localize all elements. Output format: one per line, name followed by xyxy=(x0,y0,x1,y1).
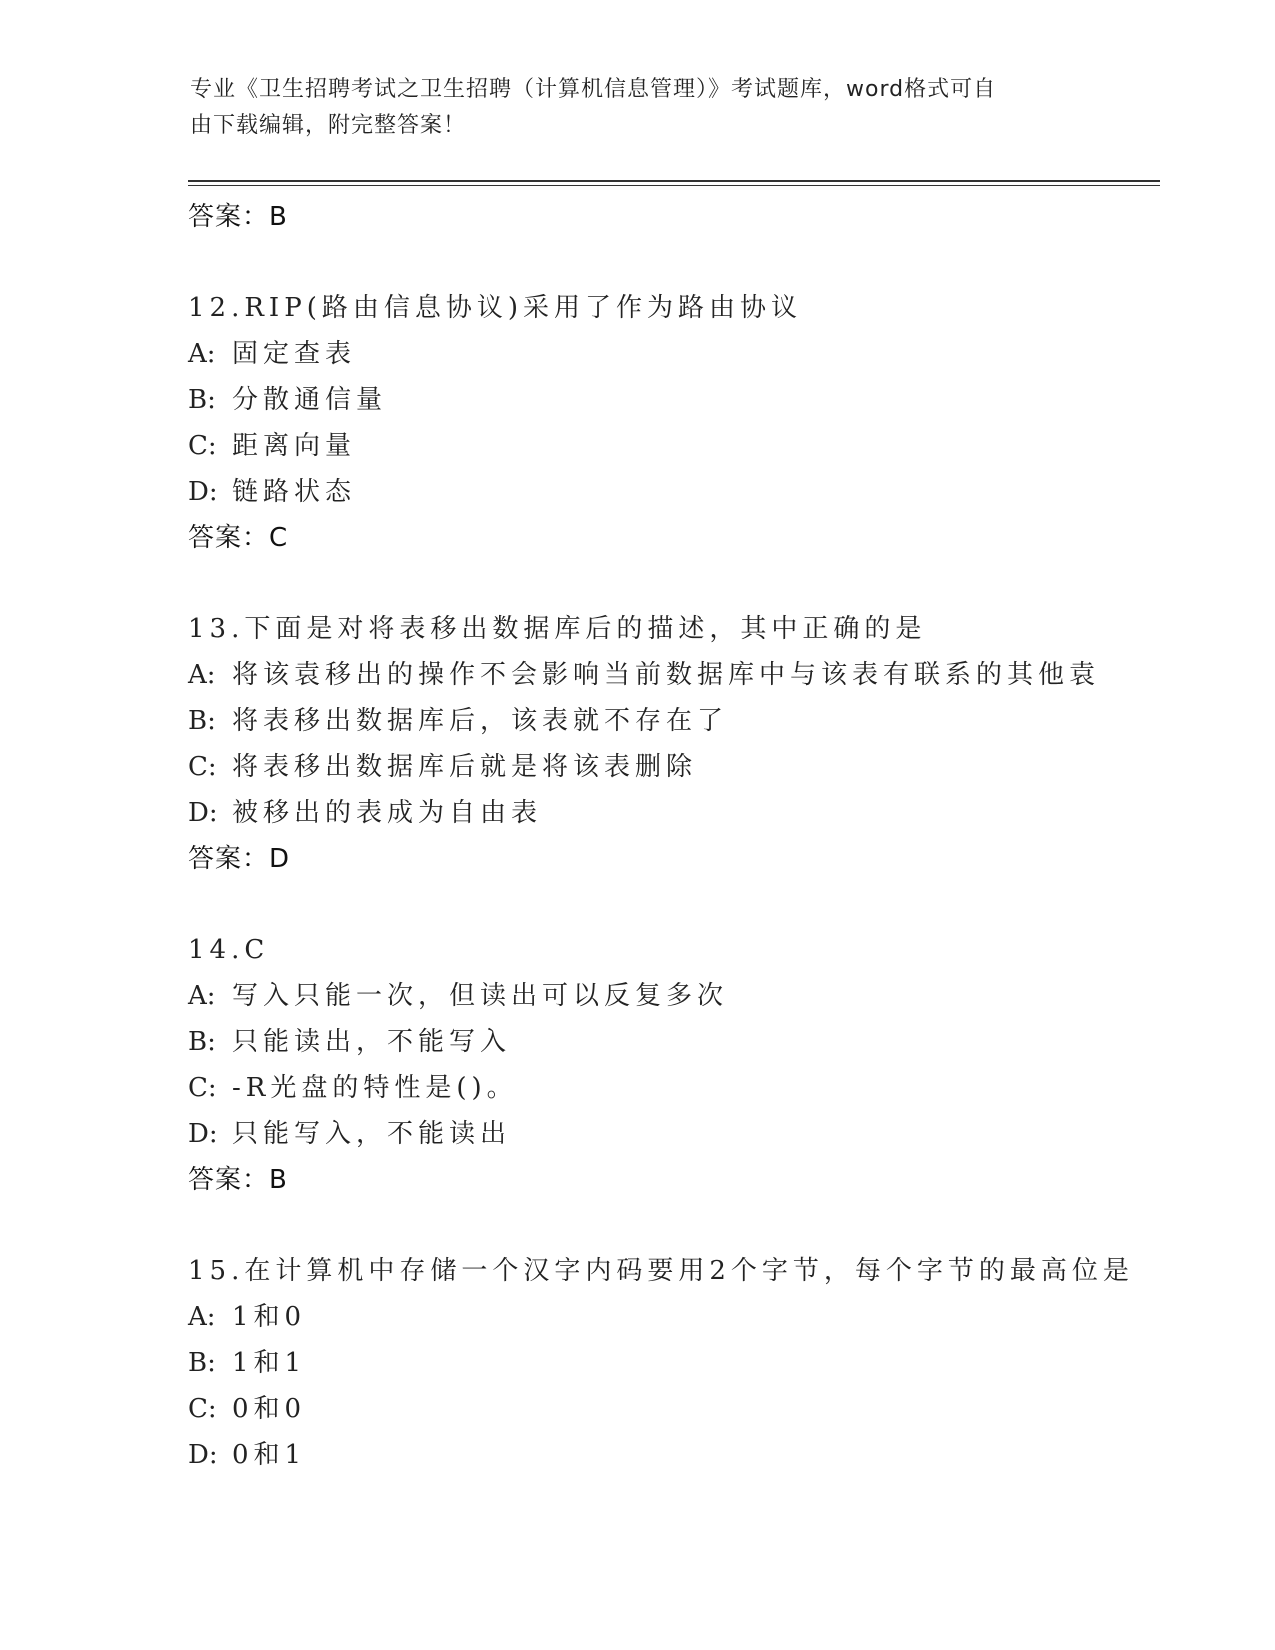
option-c xyxy=(188,744,1188,790)
option-text: 只能读出，不能写入 xyxy=(232,1027,512,1057)
option-b xyxy=(188,698,1188,744)
question-title: 15.在计算机中存储一个汉字内码要用2个字节，每个字节的最高位是 xyxy=(188,1256,1134,1286)
answer-line-q11: 答案：B xyxy=(188,202,288,232)
option-text: 固定查表 xyxy=(232,339,357,369)
question-13 xyxy=(188,606,1188,882)
answer-line: 答案：D xyxy=(188,844,291,874)
header-line-2: 由下载编辑，附完整答案！ xyxy=(190,113,467,138)
answer-line: 答案：C xyxy=(188,523,289,553)
option-text: 0和0 xyxy=(232,1394,307,1424)
header-divider-thick xyxy=(188,180,1160,182)
option-text: 只能写入，不能读出 xyxy=(232,1119,512,1149)
option-text: 1和1 xyxy=(232,1348,307,1378)
option-text: 将表移出数据库后就是将该表删除 xyxy=(232,752,698,782)
header-divider-thin xyxy=(188,185,1160,186)
question-title: 14.C xyxy=(188,935,270,965)
option-c xyxy=(188,423,1188,469)
option-a xyxy=(188,331,1188,377)
option-b xyxy=(188,377,1188,423)
question-14 xyxy=(188,927,1188,1203)
option-text: 写入只能一次，但读出可以反复多次 xyxy=(232,981,729,1011)
option-text: 距离向量 xyxy=(232,431,357,461)
option-text: -R光盘的特性是()。 xyxy=(232,1073,518,1103)
option-label: C: xyxy=(188,752,217,782)
question-title: 13.下面是对将表移出数据库后的描述，其中正确的是 xyxy=(188,614,927,644)
option-text: 链路状态 xyxy=(232,477,357,507)
option-label: A: xyxy=(188,1302,216,1332)
option-label: B: xyxy=(188,385,216,415)
option-text: 将该袁移出的操作不会影响当前数据库中与该表有联系的其他袁 xyxy=(232,660,1101,690)
option-label: C: xyxy=(188,1394,217,1424)
option-label: D: xyxy=(188,477,218,507)
option-d xyxy=(188,1432,1188,1478)
option-a xyxy=(188,1294,1188,1340)
option-a xyxy=(188,973,1188,1019)
option-label: D: xyxy=(188,1119,218,1149)
option-d xyxy=(188,1111,1188,1157)
option-text: 将表移出数据库后，该表就不存在了 xyxy=(232,706,729,736)
question-title: 12.RIP(路由信息协议)采用了作为路由协议 xyxy=(188,293,802,323)
option-a xyxy=(188,652,1188,698)
option-label: B: xyxy=(188,1027,216,1057)
header-line-1: 专业《卫生招聘考试之卫生招聘（计算机信息管理）》考试题库，word格式可自 xyxy=(190,77,997,102)
option-label: C: xyxy=(188,1073,217,1103)
option-d xyxy=(188,469,1188,515)
option-c xyxy=(188,1065,1188,1111)
option-text: 0和1 xyxy=(232,1440,307,1470)
option-c xyxy=(188,1386,1188,1432)
option-b xyxy=(188,1340,1188,1386)
option-text: 被移出的表成为自由表 xyxy=(232,798,543,828)
answer-line: 答案：B xyxy=(188,1165,288,1195)
question-15 xyxy=(188,1248,1188,1478)
option-b xyxy=(188,1019,1188,1065)
option-text: 1和0 xyxy=(232,1302,307,1332)
option-label: D: xyxy=(188,798,218,828)
option-label: D: xyxy=(188,1440,218,1470)
option-label: A: xyxy=(188,981,216,1011)
option-text: 分散通信量 xyxy=(232,385,388,415)
question-content xyxy=(188,194,1188,1478)
option-label: B: xyxy=(188,706,216,736)
option-label: C: xyxy=(188,431,217,461)
option-d xyxy=(188,790,1188,836)
document-header xyxy=(190,72,1090,144)
option-label: B: xyxy=(188,1348,216,1378)
question-12 xyxy=(188,285,1188,561)
option-label: A: xyxy=(188,339,216,369)
option-label: A: xyxy=(188,660,216,690)
